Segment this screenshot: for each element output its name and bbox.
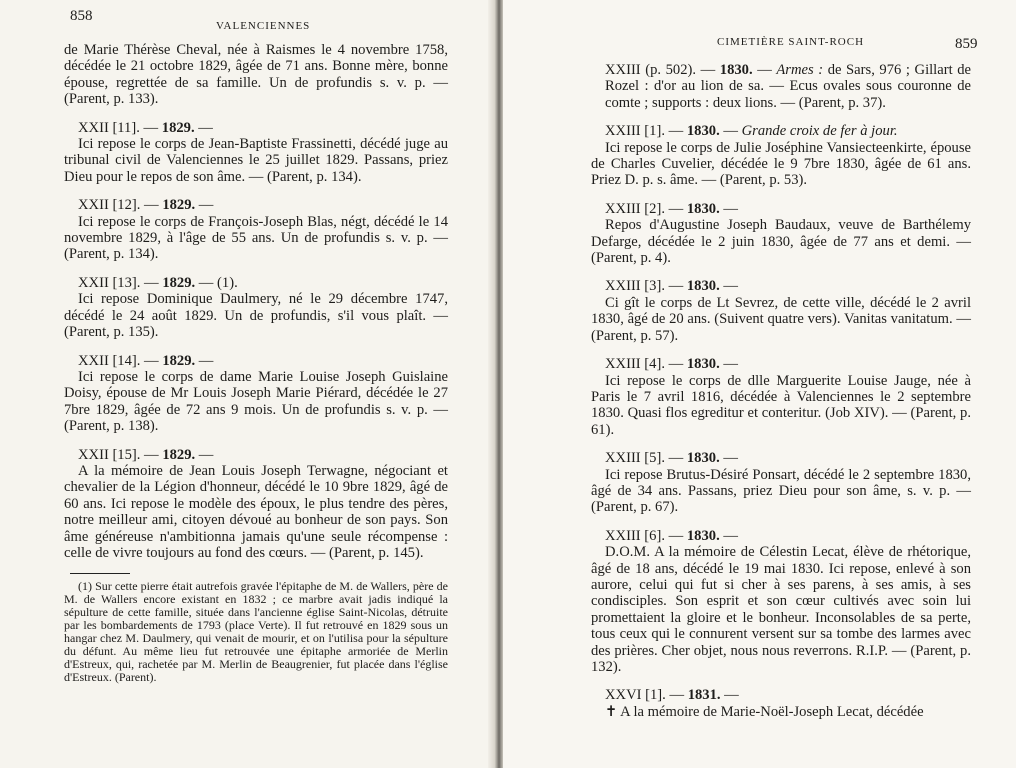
entry-heading: XXII [11]. — 1829. — — [78, 119, 213, 136]
entry-xxii-13 — [64, 275, 448, 341]
entry-text: Ici repose Brutus-Désiré Ponsart, décédé le 2 septembre 1830, âgé de 34 ans. Passans, priez Dieu pour son âme, s. v. p. — (Parent, p. 67). — [591, 466, 971, 516]
entry-heading: XXIII [2]. — 1830. — — [605, 200, 738, 217]
left-page-number: 858 — [70, 8, 93, 24]
entry-xxiii-5 — [591, 450, 971, 516]
right-page — [503, 0, 1016, 768]
entry-heading: XXII [15]. — 1829. — — [78, 446, 214, 463]
left-body — [64, 42, 448, 684]
entry-xxiii-1 — [591, 123, 971, 189]
entry-heading: XXIII [3]. — 1830. — — [605, 278, 738, 295]
entry-xxii-14 — [64, 353, 448, 435]
left-page — [0, 0, 496, 768]
entry-heading: XXII [14]. — 1829. — — [78, 352, 214, 369]
entry-text: Ici repose le corps de Jean-Baptiste Frassinetti, décédé juge au tribunal civil de Valenciennes le 25 juillet 1829. Passans, priez Dieu pour le repos de son âme. — (Parent, p. 134). — [64, 136, 448, 185]
entry-text: D.O.M. A la mémoire de Célestin Lecat, élève de rhétorique, âgé de 18 ans, décédé le 19 mai 1830. Ici repose, enlevé à son aurore, celui qui fut si cher à ses parens, à ses amis, à ses condisciples. Son esprit et son cœur cultivés avec soin lui promettaient la gloire et le bonheur. Inconsolables de sa perte, tous ceux qui le connurent versent sur sa tombe des larmes avec des prières. Cher objet, nous nous reverrons. R.I.P. — (Parent, p. 132). — [591, 544, 971, 675]
left-running-title: VALENCIENNES — [216, 20, 311, 32]
entry-xxii-12 — [64, 197, 448, 263]
entry-text: Repos d'Augustine Joseph Baudaux, veuve de Barthélemy Defarge, décédée le 2 juin 1830, âgée de 77 ans et demi. — (Parent, p. 4). — [591, 217, 971, 267]
entry-text: Ici repose le corps de dame Marie Louise Joseph Guislaine Doisy, épouse de Mr Louis Joseph Marie Piérard, décédée le 27 7bre 1829, âgée de 72 ans 9 mois. Un de profundis s. v. p. — (Parent, p. 138). — [64, 368, 448, 435]
entry-xxii-15 — [64, 447, 448, 562]
right-page-number: 859 — [955, 36, 978, 52]
entry-xxiii-3 — [591, 278, 971, 344]
entry-heading: XXIII [5]. — 1830. — — [605, 450, 738, 467]
entry-text: Ci gît le corps de Lt Sevrez, de cette ville, décédé le 2 avril 1830, âgé de 20 ans. (Suivent quatre vers). Vanitas vanitatum. — (Parent, p. 57). — [591, 294, 971, 344]
entry-text: ✝ A la mémoire de Marie-Noël-Joseph Lecat, décédée — [605, 703, 924, 720]
right-body — [591, 62, 971, 732]
entry-heading: XXIII (p. 502). — 1830. — Armes : de Sars, 976 ; Gillart de Rozel : d'or au lion de sa. — Ecus ovales sous couronne de comte ; supports : deux lions. — (Parent, p. 37). — [605, 62, 971, 111]
entry-text: Ici repose le corps de François-Joseph Blas, négt, décédé le 14 novembre 1829, à l'âge de 55 ans. Un de profundis s. v. p. — (Parent, p. 134). — [64, 213, 448, 263]
entry-xxiii-arms — [591, 62, 971, 111]
entry-heading: XXIII [1]. — 1830. — Grande croix de fer à jour. — [605, 123, 898, 140]
entry-heading: XXII [12]. — 1829. — — [78, 197, 214, 214]
footnote: (1) Sur cette pierre était autrefois gravée l'épitaphe de M. de Wallers, père de M. de Wallers encore existant en 1832 ; ce marbre avait jadis indiqué la sépulture de cette famille, située dans l'ancienne église Saint-Nicolas, détruite par les bombardements de 1793 (place Verte). Il fut retrouvé en 1829 sous un hangar chez M. Daulmery, qui venait de mourir, et on l'utilisa pour la sépulture du défunt. Au même lieu fut retrouvée une épitaphe armoriée de Merlin d'Estreux, qui, rachetée par M. Merlin de Beaugrenier, fut placée dans l'église d'Estreux. (Parent). — [64, 579, 448, 685]
entry-text: Ici repose le corps de dlle Marguerite Louise Jauge, née à Paris le 7 avril 1816, décédée à Valenciennes le 2 septembre 1830. Quasi flos egreditur et conteritur. (Job XIV). — (Parent, p. 61). — [591, 372, 971, 438]
entry-heading: XXIII [6]. — 1830. — — [605, 527, 738, 544]
entry-xxiii-4 — [591, 356, 971, 438]
entry-text: A la mémoire de Jean Louis Joseph Terwagne, négociant et chevalier de la Légion d'honneur, décédé le 10 9bre 1829, âgé de 60 ans. Ici repose le modèle des époux, le plus tendre des pères, notre meilleur ami, citoyen dévoué au bonheur de son pays. Son âme généreuse n'ambitionna jamais qu'une seule récompense : celle de vivre toujours au fond des cœurs. — (Parent, p. 145). — [64, 462, 448, 561]
footnote-divider — [70, 573, 130, 574]
entry-heading: XXII [13]. — 1829. — (1). — [78, 274, 238, 291]
continuation-text: de Marie Thérèse Cheval, née à Raismes le 4 novembre 1758, décédée le 21 octobre 1829, âgée de 71 ans. Bonne mère, bonne épouse, regrettée de sa famille. Un de profundis s. v. p. — (Parent, p. 133). — [64, 42, 448, 108]
entry-heading: XXIII [4]. — 1830. — — [605, 356, 738, 373]
entry-xxii-11 — [64, 120, 448, 186]
entry-text: Ici repose le corps de Julie Joséphine Vansiecteenkirte, épouse de Charles Cuvelier, décédée le 9 7bre 1830, âgée de 61 ans. Priez D. p. s. âme. — (Parent, p. 53). — [591, 139, 971, 189]
entry-xxiii-6 — [591, 528, 971, 676]
entry-xxiii-2 — [591, 201, 971, 267]
entry-text: Ici repose Dominique Daulmery, né le 29 décembre 1747, décédé le 24 août 1829. Un de profundis, s'il vous plaît. — (Parent, p. 135). — [64, 291, 448, 341]
entry-heading: XXVI [1]. — 1831. — — [605, 687, 739, 704]
right-running-title: CIMETIÈRE SAINT-ROCH — [717, 36, 865, 48]
entry-xxvi-1 — [591, 687, 971, 720]
